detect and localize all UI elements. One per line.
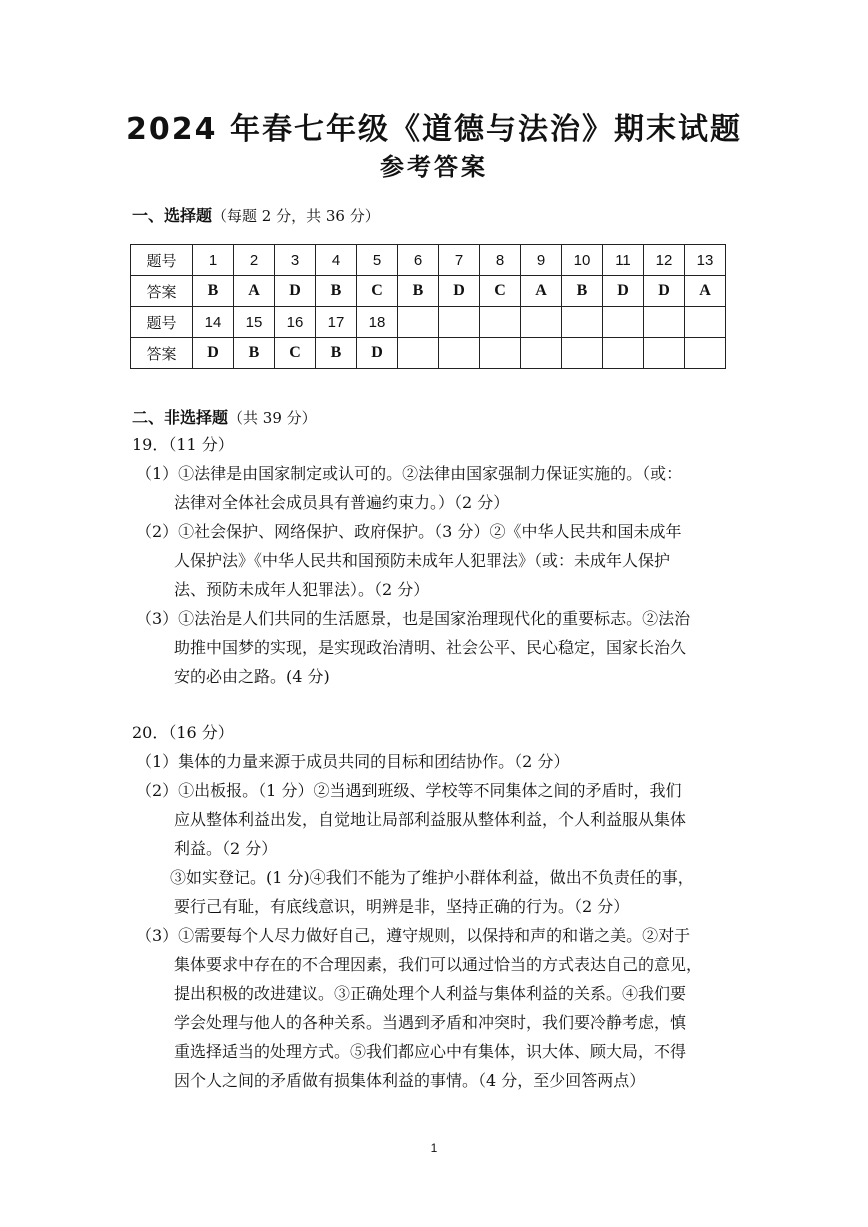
answer-cell: B — [193, 276, 234, 307]
answer-line: 集体要求中存在的不合理因素，我们可以通过恰当的方式表达自己的意见， — [174, 955, 703, 974]
question-number: 11 — [603, 245, 644, 276]
question-number: 2 — [234, 245, 275, 276]
answer-line: （1）集体的力量来源于成员共同的目标和团结协作。（2 分） — [136, 752, 570, 771]
question-number: 8 — [480, 245, 521, 276]
answer-cell: A — [685, 276, 726, 307]
question-number: 16 — [275, 307, 316, 338]
question-number: 6 — [398, 245, 439, 276]
answer-cell: D — [193, 338, 234, 369]
answer-line: 法、预防未成年人犯罪法）。（2 分） — [174, 580, 430, 599]
answer-cell: C — [275, 338, 316, 369]
answer-line: （2）①社会保护、网络保护、政府保护。（3 分）②《中华人民共和国未成年 — [136, 522, 682, 541]
empty-cell — [644, 338, 685, 369]
empty-cell — [439, 338, 480, 369]
answer-line: （2）①出板报。（1 分）②当遇到班级、学校等不同集体之间的矛盾时，我们 — [136, 781, 682, 800]
answer-line: 法律对全体社会成员具有普遍约束力。）（2 分） — [174, 493, 510, 512]
answer-line: 利益。（2 分） — [174, 839, 278, 858]
answer-cell: C — [357, 276, 398, 307]
question-number: 18 — [357, 307, 398, 338]
section-2-title: 二、非选择题 — [132, 408, 229, 427]
question-number: 10 — [562, 245, 603, 276]
question-number: 5 — [357, 245, 398, 276]
answer-line: 要行己有耻，有底线意识，明辨是非，坚持正确的行为。（2 分） — [174, 897, 630, 916]
page-title: 2024 年春七年级《道德与法治》期末试题 — [126, 112, 742, 147]
section-1-note: （每题 2 分，共 36 分） — [212, 207, 380, 225]
question-number: 1 — [193, 245, 234, 276]
section-2-note: （共 39 分） — [228, 409, 317, 427]
section-1-heading — [132, 203, 380, 226]
question-number: 17 — [316, 307, 357, 338]
question-number: 12 — [644, 245, 685, 276]
answer-cell: B — [316, 276, 357, 307]
answer-cell: A — [521, 276, 562, 307]
answer-line: 人保护法》《中华人民共和国预防未成年人犯罪法》（或：未成年人保护 — [174, 551, 671, 570]
answer-cell: B — [316, 338, 357, 369]
answer-line: 助推中国梦的实现，是实现政治清明、社会公平、民心稳定，国家长治久 — [174, 638, 687, 657]
empty-cell — [439, 307, 480, 338]
empty-cell — [562, 307, 603, 338]
answer-cell: B — [398, 276, 439, 307]
empty-cell — [480, 307, 521, 338]
section-2-heading — [132, 405, 317, 428]
empty-cell — [521, 338, 562, 369]
table-row-answers-2 — [131, 338, 726, 369]
answer-cell: D — [644, 276, 685, 307]
question-number: 7 — [439, 245, 480, 276]
question-19-header: 19．（11 分） — [132, 435, 234, 454]
question-number: 15 — [234, 307, 275, 338]
empty-cell — [644, 307, 685, 338]
answer-line: 因个人之间的矛盾做有损集体利益的事情。（4 分，至少回答两点） — [174, 1071, 646, 1090]
row-label-question: 题号 — [131, 307, 193, 338]
question-number: 13 — [685, 245, 726, 276]
table-row-answers-1 — [131, 276, 726, 307]
empty-cell — [398, 307, 439, 338]
answer-cell: B — [562, 276, 603, 307]
answer-line: 提出积极的改进建议。③正确处理个人利益与集体利益的关系。④我们要 — [174, 984, 687, 1003]
table-row-numbers-1 — [131, 245, 726, 276]
answer-cell: C — [480, 276, 521, 307]
answer-cell: D — [439, 276, 480, 307]
row-label-answer: 答案 — [131, 338, 193, 369]
table-row-numbers-2 — [131, 307, 726, 338]
question-20-header: 20．（16 分） — [132, 723, 234, 742]
answer-line: 学会处理与他人的各种关系。当遇到矛盾和冲突时，我们要冷静考虑，慎 — [174, 1013, 687, 1032]
empty-cell — [398, 338, 439, 369]
page-number: 1 — [430, 1141, 438, 1155]
empty-cell — [685, 338, 726, 369]
empty-cell — [603, 338, 644, 369]
empty-cell — [521, 307, 562, 338]
answer-line: （1）①法律是由国家制定或认可的。②法律由国家强制力保证实施的。（或： — [136, 464, 683, 483]
empty-cell — [685, 307, 726, 338]
answer-line: （3）①需要每个人尽力做好自己，遵守规则，以保持和声的和谐之美。②对于 — [136, 926, 691, 945]
page-subtitle: 参考答案 — [380, 153, 488, 181]
answer-cell: A — [234, 276, 275, 307]
question-number: 9 — [521, 245, 562, 276]
answer-cell: D — [275, 276, 316, 307]
row-label-question: 题号 — [131, 245, 193, 276]
answer-line: 重选择适当的处理方式。⑤我们都应心中有集体，识大体、顾大局，不得 — [174, 1042, 687, 1061]
empty-cell — [562, 338, 603, 369]
answer-line: 应从整体利益出发，自觉地让局部利益服从整体利益，个人利益服从集体 — [174, 810, 687, 829]
row-label-answer: 答案 — [131, 276, 193, 307]
answer-table — [130, 244, 726, 369]
answer-line: 安的必由之路。(4 分) — [174, 667, 330, 686]
answer-cell: B — [234, 338, 275, 369]
question-number: 14 — [193, 307, 234, 338]
section-1-title: 一、选择题 — [132, 206, 213, 225]
empty-cell — [480, 338, 521, 369]
empty-cell — [603, 307, 644, 338]
answer-line: （3）①法治是人们共同的生活愿景，也是国家治理现代化的重要标志。②法治 — [136, 609, 691, 628]
answer-line: ③如实登记。(1 分)④我们不能为了维护小群体利益，做出不负责任的事， — [170, 868, 694, 887]
question-number: 4 — [316, 245, 357, 276]
question-number: 3 — [275, 245, 316, 276]
answer-cell: D — [603, 276, 644, 307]
answer-cell: D — [357, 338, 398, 369]
